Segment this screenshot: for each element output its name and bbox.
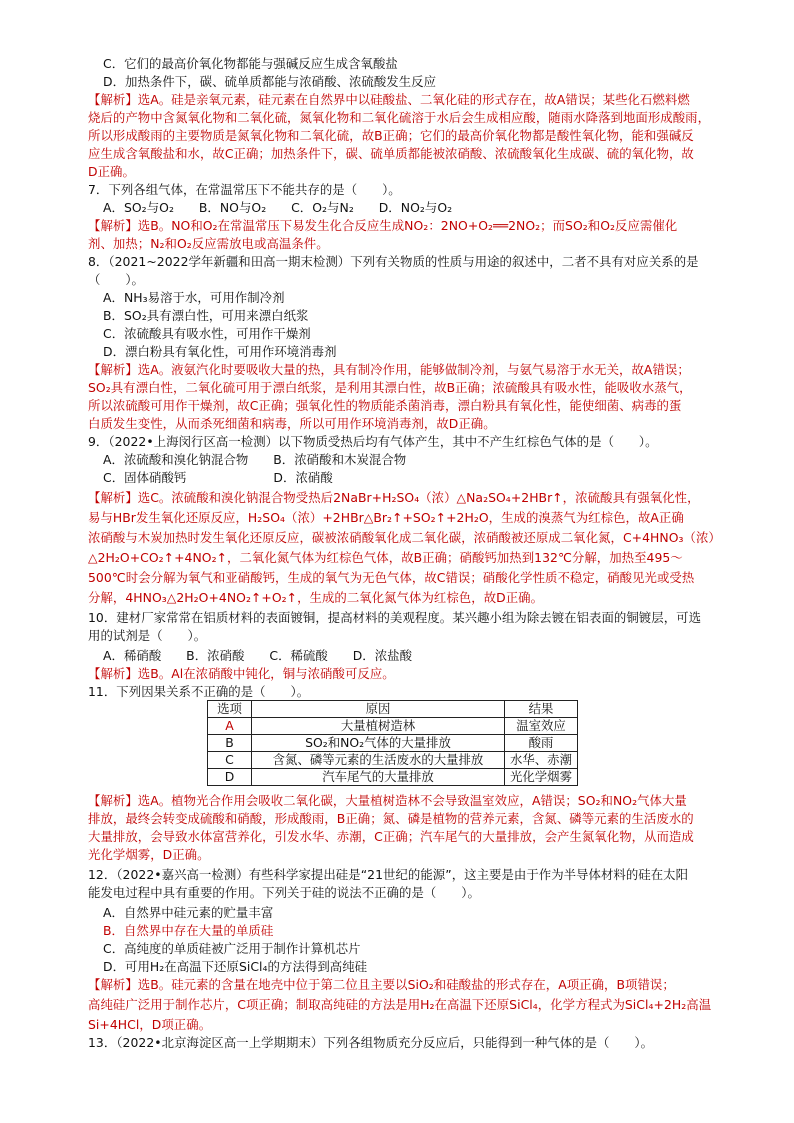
table-header-row [208, 701, 578, 718]
analysis-text-line: 浓硝酸与木炭加热时发生氧化还原反应，碳被浓硝酸氧化成二氧化碳，浓硝酸被还原成二氧化氮，C+4HNO₃（浓） [88, 530, 721, 545]
analysis-text-line: 白质发生变性，从而杀死细菌和病毒，所以可用作环境消毒剂，故D正确。 [88, 416, 496, 431]
table-cell: SO₂和NO₂气体的大量排放 [252, 735, 505, 752]
analysis-text-line: 光化学烟雾，D正确。 [88, 847, 210, 862]
question-text-line: A．浓硫酸和溴化钠混合物 B．浓硝酸和木炭混合物 [103, 452, 407, 467]
table-cell: C [208, 752, 252, 769]
question-text-line: 12．（2022•嘉兴高一检测）有些科学家提出硅是“21世纪的能源”，这主要是由于作为半导体材料的硅在太阳 [88, 867, 689, 882]
analysis-text-line: 应生成含氧酸盐和水，故C正确；加热条件下，碳、硫单质都能被浓硝酸、浓硫酸氧化生成碳、硫的氧化物，故 [88, 146, 694, 161]
analysis-text-line: D正确。 [88, 164, 135, 179]
question-text-line: 10．建材厂家常常在铝质材料的表面镀铜，提高材料的美观程度。某兴趣小组为除去镀在铝表面的铜镀层，可选 [88, 610, 702, 625]
question-text-line: D．可用H₂在高温下还原SiCl₄的方法得到高纯硅 [103, 959, 368, 974]
analysis-text-line: 易与HBr发生氧化还原反应，H₂SO₄（浓）+2HBr△Br₂↑+SO₂↑+2H₂O，生成的溴蒸气为红棕色，故A正确 [88, 510, 684, 525]
analysis-text-line: 所以形成酸雨的主要物质是氮氧化物和二氧化硫，故B正确；它们的最高价氧化物都是酸性氧化物，能和强碱反 [88, 128, 694, 143]
analysis-text-line: SO₂具有漂白性，二氧化硫可用于漂白纸浆，是利用其漂白性，故B正确；浓硫酸具有吸水性，能吸收水蒸气， [88, 380, 692, 395]
question-text-line: C．高纯度的单质硅被广泛用于制作计算机芯片 [103, 941, 361, 956]
question-text-line: A．自然界中硅元素的贮量丰富 [103, 905, 274, 920]
table-cell: 光化学烟雾 [505, 769, 578, 786]
analysis-text-line: 【解析】选A。硅是亲氧元素，硅元素在自然界中以硅酸盐、二氧化硅的形式存在，故A错误；某些化石燃料燃 [88, 92, 690, 107]
question-text-line: 8．（2021~2022学年新疆和田高一期末检测）下列有关物质的性质与用途的叙述中，二者不具有对应关系的是 [88, 254, 699, 269]
question-text-line: C．固体硝酸钙 D．浓硝酸 [103, 470, 333, 485]
question-text-line: C．浓硫酸具有吸水性，可用作干燥剂 [103, 326, 311, 341]
analysis-text-line: 剂、加热；N₂和O₂反应需放电或高温条件。 [88, 236, 329, 251]
analysis-text-line: 【解析】选C。浓硫酸和溴化钠混合物受热后2NaBr+H₂SO₄（浓）△Na₂SO₄+2HBr↑，浓硫酸具有强氧化性， [88, 490, 700, 505]
analysis-text-line: 烧后的产物中含氮氧化物和二氧化硫，氮氧化物和二氧化硫溶于水后会生成相应酸，随雨水降落到地面形成酸雨， [88, 110, 711, 125]
table-cell: 水华、赤潮 [505, 752, 578, 769]
analysis-text-line: 排放，最终会转变成硫酸和硝酸，形成酸雨，B正确；氮、磷是植物的营养元素，含氮、磷等元素的生活废水的 [88, 811, 694, 826]
table-cell: 汽车尾气的大量排放 [252, 769, 505, 786]
cause-effect-table [207, 700, 578, 786]
table-row [208, 735, 578, 752]
table-header-cell: 结果 [505, 701, 578, 718]
table-cell: 酸雨 [505, 735, 578, 752]
analysis-text-line: 500℃时会分解为氧气和亚硝酸钙，生成的氧气为无色气体，故C错误；硝酸化学性质不稳定，硝酸见光或受热 [88, 570, 695, 585]
analysis-text-line: Si+4HCl，D项正确。 [88, 1017, 212, 1032]
analysis-text-line: B．自然界中存在大量的单质硅 [103, 923, 274, 938]
analysis-text-line: 【解析】选B。Al在浓硝酸中钝化，铜与浓硝酸可反应。 [88, 666, 395, 681]
table-header-cell: 原因 [252, 701, 505, 718]
analysis-text-line: 【解析】选A。植物光合作用会吸收二氧化碳，大量植树造林不会导致温室效应，A错误；SO₂和NO₂气体大量 [88, 793, 687, 808]
table-row [208, 752, 578, 769]
question-text-line: B．SO₂具有漂白性，可用来漂白纸浆 [103, 308, 309, 323]
table-cell: B [208, 735, 252, 752]
analysis-text-line: 分解，4HNO₃△2H₂O+4NO₂↑+O₂↑，生成的二氧化氮气体为红棕色，故D正确。 [88, 590, 544, 605]
question-text-line: （ ）。 [88, 272, 145, 287]
question-text-line: 7．下列各组气体，在常温常压下不能共存的是（ ）。 [88, 182, 401, 197]
question-text-line: 9．（2022•上海闵行区高一检测）以下物质受热后均有气体产生，其中不产生红棕色气体的是（ ）。 [88, 434, 658, 449]
table-header-cell: 选项 [208, 701, 252, 718]
question-text-line: A．NH₃易溶于水，可用作制冷剂 [103, 290, 285, 305]
question-text-line: 13．（2022•北京海淀区高一上学期期末）下列各组物质充分反应后，只能得到一种气体的是（ ）。 [88, 1035, 654, 1050]
question-text-line: A．SO₂与O₂ B．NO与O₂ C．O₂与N₂ D．NO₂与O₂ [103, 200, 453, 215]
table-cell: 温室效应 [505, 718, 578, 735]
table-cell: 大量植树造林 [252, 718, 505, 735]
analysis-text-line: 【解析】选B。硅元素的含量在地壳中位于第二位且主要以SiO₂和硅酸盐的形式存在，A项正确，B项错误； [88, 977, 675, 992]
table-cell: A [208, 718, 252, 735]
analysis-text-line: 【解析】选A。液氨汽化时要吸收大量的热，具有制冷作用，能够做制冷剂，与氨气易溶于水无关，故A错误； [88, 362, 690, 377]
question-text-line: D．漂白粉具有氧化性，可用作环境消毒剂 [103, 344, 337, 359]
analysis-text-line: 高纯硅广泛用于制作芯片，C项正确；制取高纯硅的方法是用H₂在高温下还原SiCl₄，化学方程式为SiCl₄+2H₂高温 [88, 997, 712, 1012]
table-cell: 含氮、磷等元素的生活废水的大量排放 [252, 752, 505, 769]
analysis-text-line: 【解析】选B。NO和O₂在常温常压下易发生化合反应生成NO₂：2NO+O₂══2NO₂；而SO₂和O₂反应需催化 [88, 218, 678, 233]
question-text-line: 11．下列因果关系不正确的是（ ）。 [88, 684, 310, 699]
table-row [208, 718, 578, 735]
table-row [208, 769, 578, 786]
question-text-line: 能发电过程中具有重要的作用。下列关于硅的说法不正确的是（ ）。 [88, 885, 480, 900]
analysis-text-line: 大量排放，会导致水体富营养化，引发水华、赤潮，C正确；汽车尾气的大量排放，会产生氮氧化物，从而造成 [88, 829, 694, 844]
question-text-line: A．稀硝酸 B．浓硝酸 C．稀硫酸 D．浓盐酸 [103, 648, 413, 663]
question-text-line: 用的试剂是（ ）。 [88, 628, 207, 643]
analysis-text-line: 所以浓硫酸可用作干燥剂，故C正确；强氧化性的物质能杀菌消毒，漂白粉具有氧化性，能使细菌、病毒的蛋 [88, 398, 682, 413]
analysis-text-line: △2H₂O+CO₂↑+4NO₂↑，二氧化氮气体为红棕色气体，故B正确；硝酸钙加热到132℃分解，加热至495～ [88, 550, 683, 565]
question-text-line: C．它们的最高价氧化物都能与强碱反应生成含氧酸盐 [103, 56, 398, 71]
table-cell: D [208, 769, 252, 786]
question-text-line: D．加热条件下，碳、硫单质都能与浓硝酸、浓硫酸发生反应 [103, 74, 437, 89]
